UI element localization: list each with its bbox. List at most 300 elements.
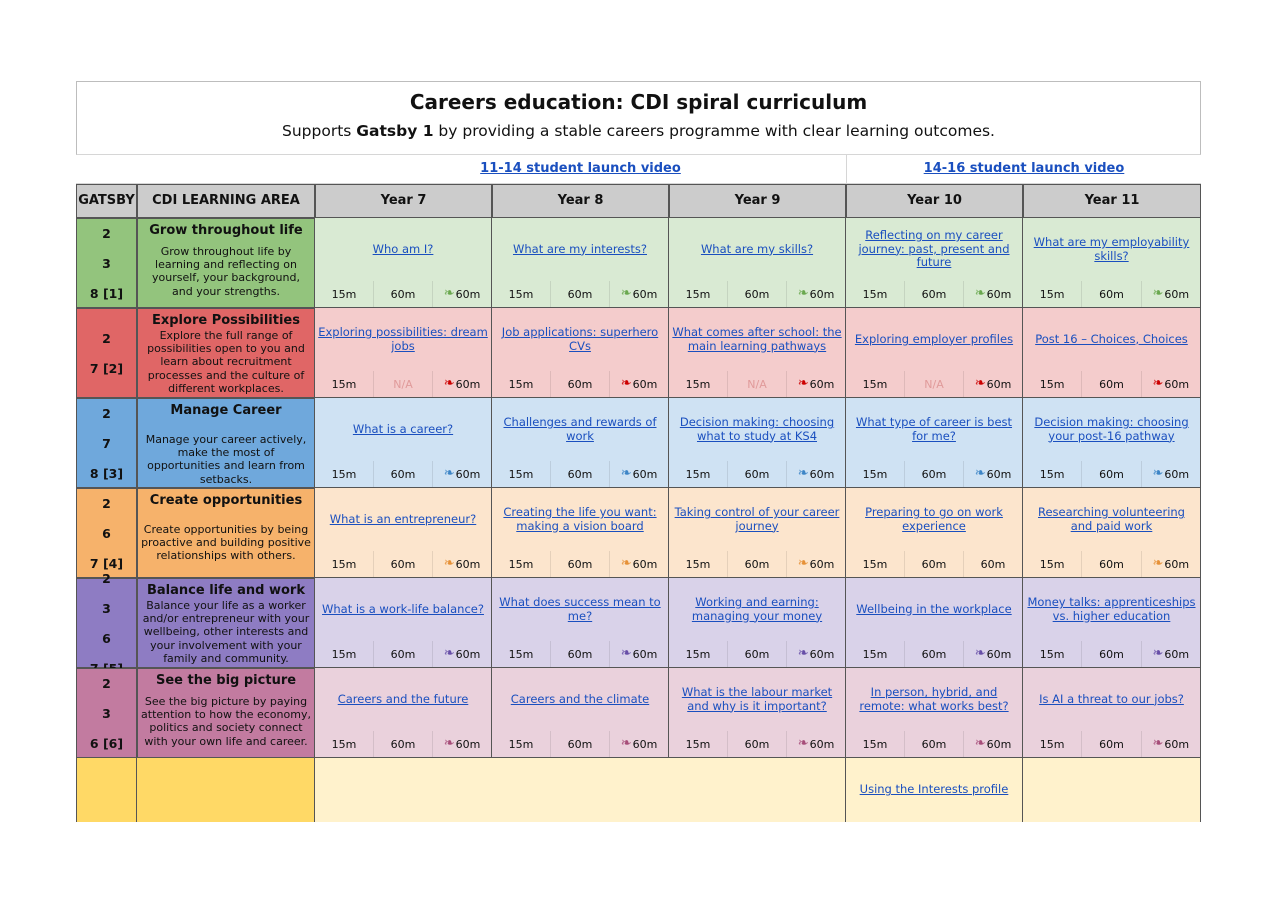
duration-extended <box>786 461 845 487</box>
lesson-link[interactable]: What type of career is best for me? <box>855 415 1013 443</box>
bird-icon: ❧ <box>443 285 455 301</box>
interests-profile-link[interactable]: Using the Interests profile <box>859 782 1009 797</box>
learning-area-name: Balance life and work <box>147 583 305 598</box>
bird-icon: ❧ <box>974 735 986 751</box>
duration-starter: 15m <box>862 737 888 751</box>
duration-value: 60m <box>1164 557 1190 571</box>
bird-icon: ❧ <box>797 645 809 661</box>
duration-lesson: 60m <box>727 551 786 577</box>
lesson-cell <box>492 668 669 731</box>
duration-lesson: 60m <box>727 281 786 307</box>
duration-extended <box>786 641 845 667</box>
duration-starter: 15m <box>508 377 534 391</box>
duration-row <box>315 731 492 758</box>
extra-year10-cell <box>846 758 1023 822</box>
learning-area-description: Balance your life as a worker and/or entrepreneur with your wellbeing, other interests and your involvement with your family and community. <box>142 599 310 665</box>
subtitle-suffix: by providing a stable careers programme with clear learning outcomes. <box>433 122 995 140</box>
bird-icon: ❧ <box>443 555 455 571</box>
duration-row <box>315 371 492 398</box>
learning-area-name: Manage Career <box>170 403 282 418</box>
lesson-link[interactable]: What is an entrepreneur? <box>329 511 477 526</box>
duration-row <box>1023 371 1201 398</box>
lesson-link[interactable]: What are my skills? <box>700 241 814 256</box>
learning-area-name: See the big picture <box>155 673 297 688</box>
duration-lesson: 60m <box>727 731 786 757</box>
duration-row <box>492 731 669 758</box>
duration-row <box>1023 641 1201 668</box>
bird-icon: ❧ <box>620 555 632 571</box>
lesson-cell <box>1023 398 1201 461</box>
bird-icon: ❧ <box>797 375 809 391</box>
learning-area-grow <box>137 218 315 308</box>
duration-extended <box>609 461 668 487</box>
gatsby-number: 7 [2] <box>89 360 124 376</box>
duration-starter: 15m <box>1039 557 1065 571</box>
lesson-cell <box>1023 308 1201 371</box>
duration-starter: 15m <box>331 377 357 391</box>
lesson-cell <box>315 488 492 551</box>
duration-extended <box>609 731 668 757</box>
header-year-8: Year 8 <box>492 184 669 218</box>
bird-icon: ❧ <box>974 645 986 661</box>
duration-extended <box>432 551 491 577</box>
duration-lesson: 60m <box>550 281 609 307</box>
ks4-link-cell <box>846 155 1201 184</box>
duration-lesson: 60m <box>727 461 786 487</box>
duration-starter: 15m <box>508 737 534 751</box>
duration-lesson: 60m <box>904 731 963 757</box>
title-box <box>76 81 1201 155</box>
duration-lesson: 60m <box>1081 371 1140 397</box>
lesson-cell <box>315 578 492 641</box>
lesson-link[interactable]: Wellbeing in the workplace <box>856 601 1012 616</box>
bird-icon: ❧ <box>620 285 632 301</box>
lesson-link[interactable]: Exploring possibilities: dream jobs <box>318 325 488 353</box>
duration-row <box>492 371 669 398</box>
duration-lesson: 60m <box>550 371 609 397</box>
learning-area-explore <box>137 308 315 398</box>
lesson-cell <box>492 218 669 281</box>
learning-area-bigpicture <box>137 668 315 758</box>
duration-extended <box>1141 371 1200 397</box>
gatsby-number: 6 [6] <box>89 735 124 751</box>
duration-extended <box>1141 461 1200 487</box>
duration-starter: 15m <box>1039 467 1065 481</box>
duration-row <box>846 731 1023 758</box>
extra-ks3-cell <box>315 758 846 822</box>
learning-area-name: Grow throughout life <box>149 223 303 238</box>
duration-row <box>315 641 492 668</box>
duration-lesson: 60m <box>904 641 963 667</box>
duration-row <box>315 281 492 308</box>
duration-starter: 15m <box>1039 647 1065 661</box>
gatsby-number: 7 <box>102 435 111 451</box>
duration-lesson: 60m <box>373 281 432 307</box>
lesson-cell <box>669 398 846 461</box>
duration-value: 60m <box>455 467 481 481</box>
gatsby-number: 6 <box>102 630 111 646</box>
duration-lesson: 60m <box>1081 551 1140 577</box>
learning-area-manage <box>137 398 315 488</box>
lesson-cell <box>846 218 1023 281</box>
duration-lesson: 60m <box>1081 281 1140 307</box>
duration-extended <box>963 371 1022 397</box>
duration-value: 60m <box>1164 287 1190 301</box>
bird-icon: ❧ <box>974 285 986 301</box>
duration-starter: 15m <box>862 377 888 391</box>
header-year-10: Year 10 <box>846 184 1023 218</box>
lesson-cell <box>669 218 846 281</box>
bird-icon: ❧ <box>443 645 455 661</box>
header-year-7: Year 7 <box>315 184 492 218</box>
lesson-cell <box>846 308 1023 371</box>
duration-value: 60m <box>986 287 1012 301</box>
duration-row <box>846 461 1023 488</box>
duration-extended <box>786 731 845 757</box>
lesson-link[interactable]: What is a work-life balance? <box>322 601 484 616</box>
duration-value: 60m <box>986 467 1012 481</box>
bird-icon: ❧ <box>620 645 632 661</box>
duration-row <box>1023 281 1201 308</box>
duration-row <box>669 371 846 398</box>
gatsby-number: 2 <box>102 405 111 421</box>
learning-area-description: Grow throughout life by learning and reflecting on yourself, your background, and your strengths. <box>152 245 300 298</box>
duration-value: 60m <box>455 647 481 661</box>
lesson-link[interactable]: Creating the life you want: making a vision board <box>503 505 657 533</box>
duration-lesson: 60m <box>904 551 963 577</box>
duration-lesson: 60m <box>550 731 609 757</box>
lesson-link[interactable]: What is the labour market and why is it important? <box>681 685 833 713</box>
lesson-link[interactable]: Challenges and rewards of work <box>503 415 657 443</box>
duration-row <box>669 461 846 488</box>
duration-value: 60m <box>455 287 481 301</box>
duration-lesson: 60m <box>373 461 432 487</box>
gatsby-cell-manage <box>76 398 137 488</box>
duration-starter: 15m <box>508 557 534 571</box>
duration-value: 60m <box>809 287 835 301</box>
duration-extended <box>609 641 668 667</box>
extra-area-cell <box>137 758 315 822</box>
bird-icon: ❧ <box>797 285 809 301</box>
lesson-link[interactable]: Researching volunteering and paid work <box>1038 505 1185 533</box>
duration-row <box>669 731 846 758</box>
bird-icon: ❧ <box>1152 375 1164 391</box>
duration-row <box>315 461 492 488</box>
bird-icon: ❧ <box>443 465 455 481</box>
duration-extended <box>1141 551 1200 577</box>
duration-value: 60m <box>455 557 481 571</box>
learning-area-balance <box>137 578 315 668</box>
duration-value: 60m <box>632 647 658 661</box>
gatsby-number: 2 <box>102 225 111 241</box>
bird-icon: ❧ <box>1152 465 1164 481</box>
lesson-link[interactable]: What are my employability skills? <box>1033 235 1190 263</box>
duration-lesson: 60m <box>1081 641 1140 667</box>
lesson-link[interactable]: Decision making: choosing your post-16 pathway <box>1034 415 1189 443</box>
lesson-cell <box>669 668 846 731</box>
duration-value: 60m <box>809 467 835 481</box>
duration-value: 60m <box>809 377 835 391</box>
duration-extended <box>963 641 1022 667</box>
lesson-link[interactable]: Working and earning: managing your money <box>691 595 823 623</box>
lesson-link[interactable]: Reflecting on my career journey: past, present and future <box>858 228 1010 270</box>
bird-icon: ❧ <box>620 465 632 481</box>
bird-icon: ❧ <box>1152 285 1164 301</box>
gatsby-number: 2 <box>102 495 111 511</box>
duration-starter: 15m <box>1039 287 1065 301</box>
gatsby-number: 7 [4] <box>89 555 124 571</box>
duration-starter: 15m <box>331 557 357 571</box>
gatsby-cell-grow <box>76 218 137 308</box>
duration-starter: 15m <box>331 647 357 661</box>
bird-icon: ❧ <box>797 735 809 751</box>
bird-icon: ❧ <box>1152 555 1164 571</box>
lesson-cell <box>846 578 1023 641</box>
duration-row <box>846 641 1023 668</box>
duration-row <box>1023 551 1201 578</box>
bird-icon: ❧ <box>443 735 455 751</box>
duration-value: 60m <box>1164 467 1190 481</box>
duration-starter: 15m <box>862 467 888 481</box>
header-year-11: Year 11 <box>1023 184 1201 218</box>
duration-lesson: 60m <box>373 731 432 757</box>
duration-extended <box>609 281 668 307</box>
lesson-cell <box>669 488 846 551</box>
lesson-link[interactable]: What does success mean to me? <box>499 595 661 623</box>
duration-starter: 15m <box>685 737 711 751</box>
lesson-cell <box>492 578 669 641</box>
bird-icon: ❧ <box>974 465 986 481</box>
duration-lesson: N/A <box>904 371 963 397</box>
duration-extended <box>1141 731 1200 757</box>
lesson-link[interactable]: In person, hybrid, and remote: what works best? <box>859 685 1009 713</box>
gatsby-number: 2 <box>102 570 111 586</box>
duration-row <box>1023 461 1201 488</box>
gatsby-cell-bigpicture <box>76 668 137 758</box>
bird-icon: ❧ <box>797 555 809 571</box>
duration-starter: 15m <box>331 287 357 301</box>
duration-row <box>669 551 846 578</box>
bird-icon: ❧ <box>620 375 632 391</box>
duration-starter: 15m <box>1039 737 1065 751</box>
lesson-cell <box>846 488 1023 551</box>
duration-starter: 15m <box>508 467 534 481</box>
duration-lesson: 60m <box>904 461 963 487</box>
duration-extended <box>786 281 845 307</box>
learning-area-name: Create opportunities <box>149 493 303 508</box>
lesson-cell <box>846 668 1023 731</box>
duration-starter: 15m <box>862 287 888 301</box>
gatsby-number: 3 <box>102 255 111 271</box>
lesson-cell <box>1023 488 1201 551</box>
duration-extended <box>432 281 491 307</box>
gatsby-number: 6 <box>102 525 111 541</box>
bird-icon: ❧ <box>1152 735 1164 751</box>
header-learning-area: CDI LEARNING AREA <box>137 184 315 218</box>
duration-starter: 15m <box>685 647 711 661</box>
duration-value: 60m <box>632 287 658 301</box>
ks4-launch-video-link[interactable]: 14-16 student launch video <box>923 161 1125 176</box>
learning-area-description: Manage your career actively, make the most of opportunities and learn from setbacks. <box>145 433 307 486</box>
duration-value: 60m <box>809 647 835 661</box>
lesson-cell <box>846 398 1023 461</box>
ks3-link-cell <box>315 155 846 184</box>
lesson-cell <box>315 398 492 461</box>
lesson-cell <box>1023 218 1201 281</box>
lesson-link[interactable]: Taking control of your career journey <box>674 505 840 533</box>
duration-starter: 15m <box>331 467 357 481</box>
duration-starter: 15m <box>685 377 711 391</box>
learning-area-description: Create opportunities by being proactive and building positive relationships with others. <box>141 523 311 563</box>
header-gatsby: GATSBY <box>76 184 137 218</box>
lesson-cell <box>669 578 846 641</box>
duration-value: 60m <box>986 737 1012 751</box>
lesson-link[interactable]: What are my interests? <box>512 241 647 256</box>
duration-row <box>492 281 669 308</box>
lesson-link[interactable]: Money talks: apprenticeships vs. higher education <box>1027 595 1196 623</box>
duration-starter: 15m <box>862 557 888 571</box>
ks3-launch-video-link[interactable]: 11-14 student launch video <box>480 161 681 176</box>
link-row-blank <box>76 155 315 184</box>
duration-extended <box>609 371 668 397</box>
duration-row <box>846 551 1023 578</box>
bird-icon: ❧ <box>620 735 632 751</box>
duration-starter: 15m <box>331 737 357 751</box>
duration-row <box>492 551 669 578</box>
lesson-cell <box>315 218 492 281</box>
duration-value: 60m <box>986 377 1012 391</box>
gatsby-number: 8 [1] <box>89 285 124 301</box>
duration-starter: 15m <box>508 287 534 301</box>
curriculum-sheet <box>76 81 1201 822</box>
lesson-cell <box>315 308 492 371</box>
lesson-cell <box>1023 668 1201 731</box>
gatsby-cell-explore <box>76 308 137 398</box>
lesson-cell <box>1023 578 1201 641</box>
lesson-link[interactable]: What comes after school: the main learning pathways <box>672 325 842 353</box>
gatsby-number: 3 <box>102 705 111 721</box>
duration-value: 60m <box>809 737 835 751</box>
subtitle-prefix: Supports <box>282 122 357 140</box>
header-year-9: Year 9 <box>669 184 846 218</box>
duration-extended: 60m <box>963 551 1022 577</box>
duration-extended <box>432 641 491 667</box>
lesson-link[interactable]: Post 16 – Choices, Choices <box>1035 331 1188 346</box>
duration-row <box>846 371 1023 398</box>
duration-starter: 15m <box>508 647 534 661</box>
duration-row <box>315 551 492 578</box>
bird-icon: ❧ <box>1152 645 1164 661</box>
duration-value: 60m <box>632 557 658 571</box>
extra-year11-cell <box>1023 758 1201 822</box>
subtitle-bold: Gatsby 1 <box>356 122 434 140</box>
duration-starter: 15m <box>685 287 711 301</box>
duration-extended <box>1141 281 1200 307</box>
gatsby-number: 2 <box>102 675 111 691</box>
bird-icon: ❧ <box>797 465 809 481</box>
duration-extended <box>963 731 1022 757</box>
lesson-link[interactable]: Preparing to go on work experience <box>865 505 1003 533</box>
duration-extended <box>1141 641 1200 667</box>
duration-value: 60m <box>809 557 835 571</box>
extra-gatsby-cell <box>76 758 137 822</box>
duration-extended <box>432 371 491 397</box>
duration-value: 60m <box>632 737 658 751</box>
lesson-cell <box>492 398 669 461</box>
duration-extended <box>609 551 668 577</box>
duration-row <box>1023 731 1201 758</box>
lesson-link[interactable]: Who am I? <box>372 241 434 256</box>
duration-value: 60m <box>986 647 1012 661</box>
duration-lesson: 60m <box>1081 731 1140 757</box>
duration-value: 60m <box>455 377 481 391</box>
duration-lesson: 60m <box>1081 461 1140 487</box>
lesson-link[interactable]: Decision making: choosing what to study at KS4 <box>679 415 835 443</box>
duration-value: 60m <box>1164 737 1190 751</box>
duration-value: 60m <box>632 467 658 481</box>
duration-lesson: 60m <box>373 551 432 577</box>
learning-area-description: Explore the full range of possibilities open to you and learn about recruitment processes and the culture of different workplaces. <box>147 329 305 395</box>
duration-row <box>669 281 846 308</box>
learning-area-create <box>137 488 315 578</box>
gatsby-number: 2 <box>102 330 111 346</box>
lesson-cell <box>315 668 492 731</box>
bird-icon: ❧ <box>443 375 455 391</box>
duration-row <box>492 461 669 488</box>
learning-area-name: Explore Possibilities <box>151 313 300 328</box>
duration-lesson: 60m <box>550 551 609 577</box>
gatsby-cell-create <box>76 488 137 578</box>
duration-starter: 15m <box>685 467 711 481</box>
lesson-cell <box>492 308 669 371</box>
duration-starter: 15m <box>685 557 711 571</box>
duration-row <box>846 281 1023 308</box>
duration-lesson: 60m <box>550 461 609 487</box>
page-subtitle <box>77 122 1200 140</box>
lesson-cell <box>492 488 669 551</box>
page-title: Careers education: CDI spiral curriculum <box>409 90 868 114</box>
bird-icon: ❧ <box>974 375 986 391</box>
lesson-link[interactable]: What is a career? <box>352 421 454 436</box>
duration-value: 60m <box>1164 647 1190 661</box>
duration-extended <box>786 551 845 577</box>
gatsby-cell-balance <box>76 570 137 668</box>
lesson-link[interactable]: Exploring employer profiles <box>854 331 1014 346</box>
duration-lesson: 60m <box>550 641 609 667</box>
duration-lesson: N/A <box>373 371 432 397</box>
duration-value: 60m <box>632 377 658 391</box>
gatsby-number: 8 [3] <box>89 465 124 481</box>
duration-extended <box>432 731 491 757</box>
duration-lesson: N/A <box>727 371 786 397</box>
duration-extended <box>963 281 1022 307</box>
lesson-cell <box>669 308 846 371</box>
duration-lesson: 60m <box>904 281 963 307</box>
lesson-link[interactable]: Is AI a threat to our jobs? <box>1039 691 1184 706</box>
learning-area-description: See the big picture by paying attention to how the economy, politics and society connect with your own life and career. <box>141 695 311 748</box>
lesson-link[interactable]: Careers and the future <box>337 691 469 706</box>
duration-lesson: 60m <box>373 641 432 667</box>
lesson-link[interactable]: Careers and the climate <box>510 691 650 706</box>
duration-value: 60m <box>455 737 481 751</box>
duration-extended <box>963 461 1022 487</box>
gatsby-number: 3 <box>102 600 111 616</box>
duration-lesson: 60m <box>727 641 786 667</box>
duration-starter: 15m <box>862 647 888 661</box>
duration-starter: 15m <box>1039 377 1065 391</box>
duration-row <box>492 641 669 668</box>
lesson-link[interactable]: Job applications: superhero CVs <box>501 325 659 353</box>
